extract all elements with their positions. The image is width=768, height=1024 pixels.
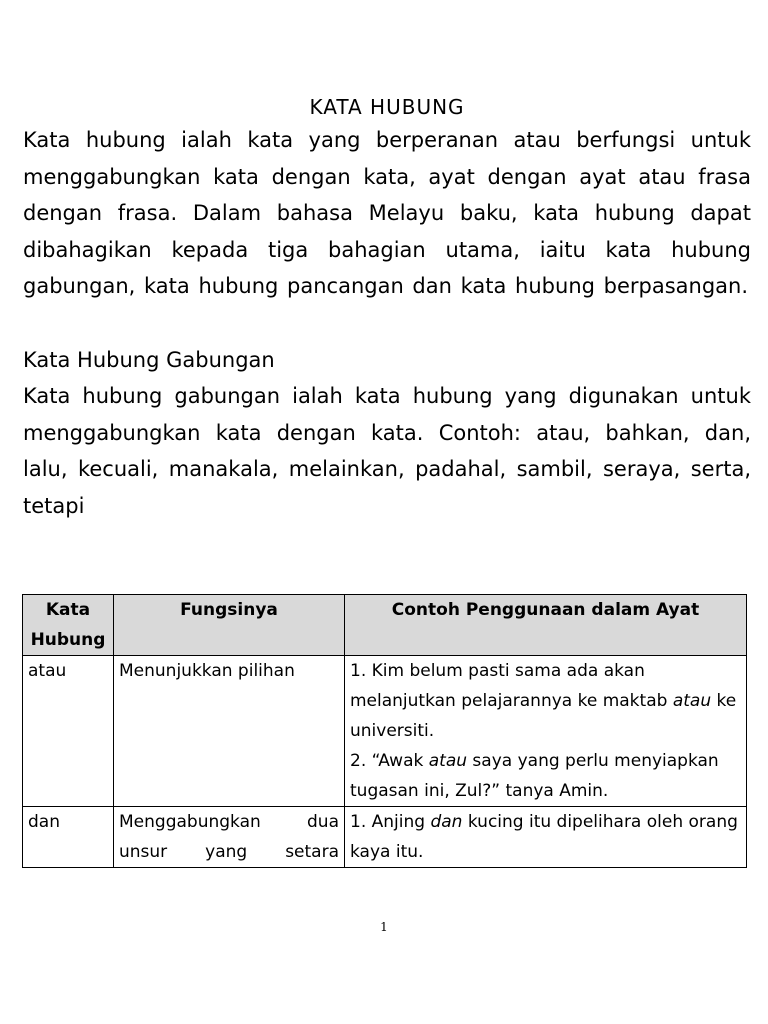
table-header-row (23, 595, 747, 656)
example-emphasis: atau (672, 691, 712, 711)
table-row (23, 656, 747, 807)
intro-paragraph: Kata hubung ialah kata yang berperanan atau berfungsi untuk menggabungkan kata dengan kata, ayat dengan ayat atau frasa dengan frasa. Dalam bahasa Melayu baku, kata hubung dapat dibahagikan kepada tiga bahagian utama, iaitu kata hubung gabungan, kata hubung pancangan dan kata hubung berpasangan. (23, 128, 751, 299)
document-body (23, 92, 751, 524)
example-text: 2. “Awak (350, 751, 429, 771)
example-emphasis: dan (430, 812, 463, 832)
cell-examples (345, 807, 747, 868)
table-row (23, 807, 747, 868)
section-paragraph: Kata hubung gabungan ialah kata hubung yang digunakan untuk menggabungkan kata dengan kata. Contoh: atau, bahkan, dan, lalu, kecuali, manakala, melainkan, padahal, sambil, seraya, serta, tetapi (23, 383, 751, 518)
example-text: kucing itu dipelihara oleh orang kaya itu. (350, 812, 738, 862)
example-text: ke universiti. (350, 691, 737, 741)
cell-word: atau (23, 656, 114, 807)
header-contoh: Contoh Penggunaan dalam Ayat (345, 595, 747, 656)
cell-function: Menunjukkan pilihan (114, 656, 345, 807)
header-col1-line2: Hubung (30, 630, 106, 650)
section-heading: Kata Hubung Gabungan (23, 347, 275, 372)
example-text: saya yang perlu menyiapkan tugasan ini, Zul?” tanya Amin. (350, 751, 719, 801)
cell-word: dan (23, 807, 114, 868)
document-title: KATA HUBUNG (309, 95, 465, 119)
cell-examples (345, 656, 747, 807)
header-fungsinya: Fungsinya (114, 595, 345, 656)
example-emphasis: atau (428, 751, 468, 771)
example-text: 1. Anjing (350, 812, 431, 832)
cell-function: Menggabungkan dua unsur yang setara (114, 807, 345, 868)
header-col1-line1: Kata (45, 600, 91, 620)
header-kata-hubung (23, 595, 114, 656)
example-text: 1. Kim belum pasti sama ada akan melanjutkan pelajarannya ke maktab (350, 661, 673, 711)
example-2 (350, 746, 741, 806)
page-number: 1 (380, 920, 388, 934)
example-1 (350, 807, 741, 867)
conjunction-table (22, 594, 747, 868)
example-1 (350, 656, 741, 746)
